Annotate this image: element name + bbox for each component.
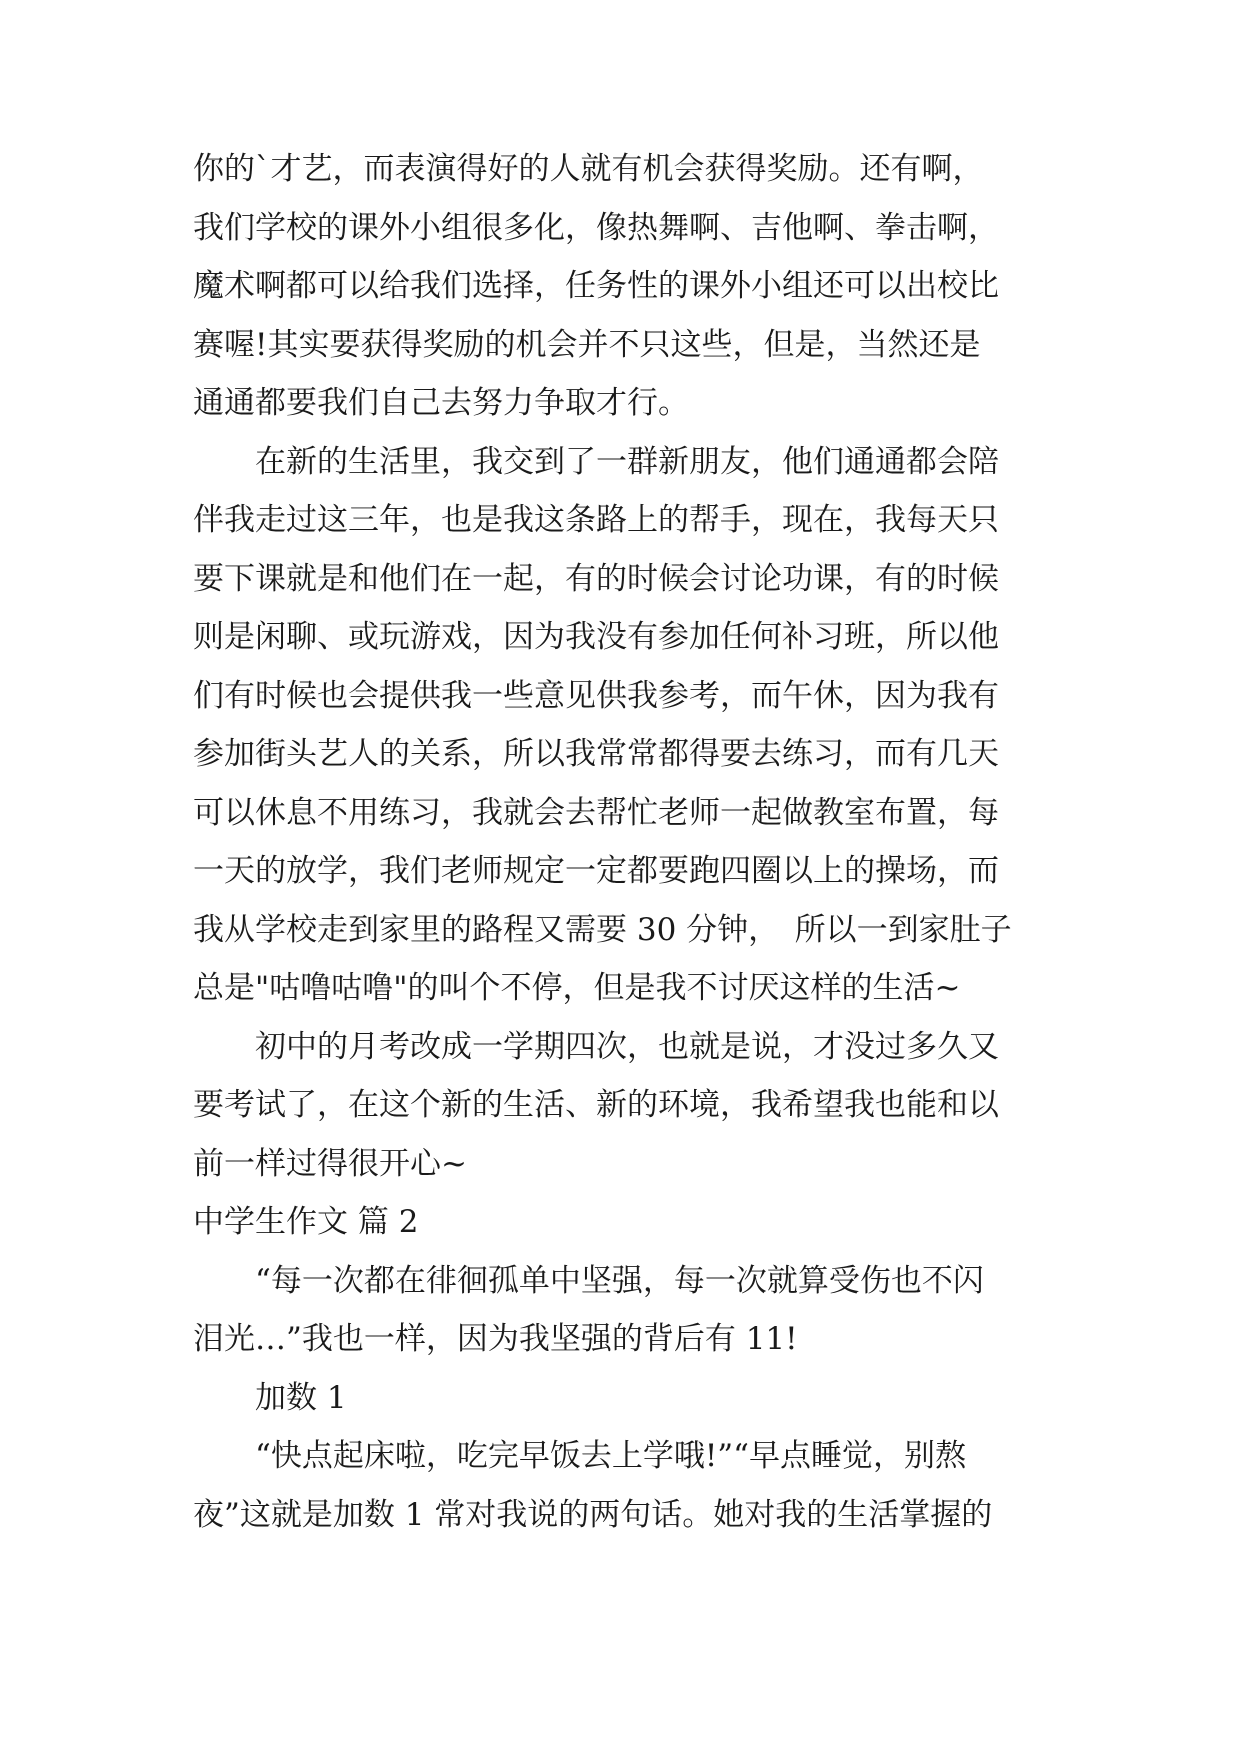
text-line: 通通都要我们自己去努力争取才行。 bbox=[193, 385, 689, 421]
essay-body bbox=[193, 140, 1073, 1544]
text-line: 要考试了，在这个新的生活、新的环境，我希望我也能和以 bbox=[193, 1087, 999, 1123]
paragraph-start-line: “每一次都在徘徊孤单中坚强，每一次就算受伤也不闪 bbox=[255, 1262, 984, 1299]
text-line: 伴我走过这三年，也是我这条路上的帮手，现在，我每天只 bbox=[193, 502, 999, 538]
paragraph-start-line: 初中的月考改成一学期四次，也就是说，才没过多久又 bbox=[255, 1028, 999, 1065]
text-line: 则是闲聊、或玩游戏，因为我没有参加任何补习班，所以他 bbox=[193, 619, 999, 655]
text-line: 一天的放学，我们老师规定一定都要跑四圈以上的操场，而 bbox=[193, 853, 999, 889]
text-line: 总是"咕噜咕噜"的叫个不停，但是我不讨厌这样的生活~ bbox=[193, 970, 961, 1006]
text-line: 们有时候也会提供我一些意见供我参考，而午休，因为我有 bbox=[193, 677, 999, 714]
text-line: 前一样过得很开心~ bbox=[193, 1145, 467, 1182]
text-line: 参加街头艺人的关系，所以我常常都得要去练习，而有几天 bbox=[193, 736, 999, 772]
text-line: 你的`才艺，而表演得好的人就有机会获得奖励。还有啊， bbox=[193, 151, 984, 187]
paragraph-start-line: 在新的生活里，我交到了一群新朋友，他们通通都会陪 bbox=[255, 443, 999, 480]
paragraph-start-line: “快点起床啦，吃完早饭去上学哦!”“早点睡觉，别熬 bbox=[255, 1438, 966, 1474]
text-line: 魔术啊都可以给我们选择，任务性的课外小组还可以出校比 bbox=[193, 268, 999, 304]
text-line: 要下课就是和他们在一起，有的时候会讨论功课，有的时候 bbox=[193, 560, 999, 597]
text-line: 我从学校走到家里的路程又需要 30 分钟， 所以一到家肚子 bbox=[193, 911, 1012, 948]
text-line: 泪光…”我也一样，因为我坚强的背后有 11! bbox=[193, 1321, 798, 1357]
text-line: 我们学校的课外小组很多化，像热舞啊、吉他啊、拳击啊， bbox=[193, 209, 999, 246]
section-heading: 中学生作文 篇 2 bbox=[193, 1204, 419, 1240]
text-line: 可以休息不用练习，我就会去帮忙老师一起做教室布置，每 bbox=[193, 794, 999, 831]
text-line: 夜”这就是加数 1 常对我说的两句话。她对我的生活掌握的 bbox=[193, 1496, 993, 1533]
subheading-line: 加数 1 bbox=[255, 1379, 347, 1416]
text-line: 赛喔!其实要获得奖励的机会并不只这些，但是，当然还是 bbox=[193, 326, 981, 363]
